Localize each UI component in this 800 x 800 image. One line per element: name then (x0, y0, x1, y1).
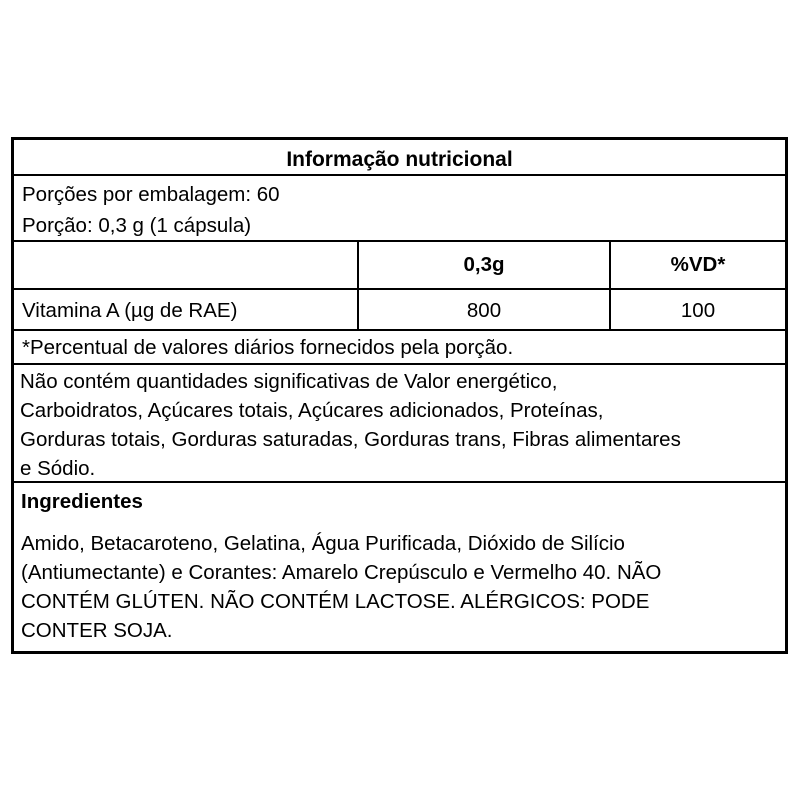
statement-line: e Sódio. (20, 457, 96, 480)
ingredients-line: CONTER SOJA. (21, 619, 173, 642)
portion-info (14, 176, 785, 242)
label-title: Informação nutricional (14, 140, 785, 176)
statement-line: Gorduras totais, Gorduras saturadas, Gorduras trans, Fibras alimentares (20, 428, 681, 451)
servings-per-package: Porções por embalagem: 60 (22, 183, 280, 206)
amount-column-header: 0,3g (359, 242, 611, 288)
statement-line: Carboidratos, Açúcares totais, Açúcares adicionados, Proteínas, (20, 399, 604, 422)
nutrient-column-header (14, 242, 359, 288)
not-significant-statement (14, 365, 785, 483)
nutrient-table-header (14, 242, 785, 290)
daily-value-column-header: %VD* (670, 253, 726, 276)
ingredients-section (14, 483, 785, 651)
ingredients-line: (Antiumectante) e Corantes: Amarelo Crepúsculo e Vermelho 40. NÃO (21, 561, 662, 584)
nutrient-row (14, 290, 785, 331)
ingredients-heading: Ingredientes (21, 490, 143, 513)
statement-line: Não contém quantidades significativas de Valor energético, (20, 370, 558, 393)
nutrition-facts-label (11, 137, 788, 654)
nutrient-name: Vitamina A (µg de RAE) (14, 290, 359, 329)
serving-size: Porção: 0,3 g (1 cápsula) (22, 214, 252, 237)
ingredients-line: Amido, Betacaroteno, Gelatina, Água Purificada, Dióxido de Silício (21, 532, 625, 555)
nutrient-daily-value: 100 (680, 299, 716, 322)
footnote: *Percentual de valores diários fornecidos pela porção. (14, 331, 785, 365)
nutrient-amount: 800 (359, 290, 611, 329)
ingredients-line: CONTÉM GLÚTEN. NÃO CONTÉM LACTOSE. ALÉRGICOS: PODE (21, 590, 650, 613)
